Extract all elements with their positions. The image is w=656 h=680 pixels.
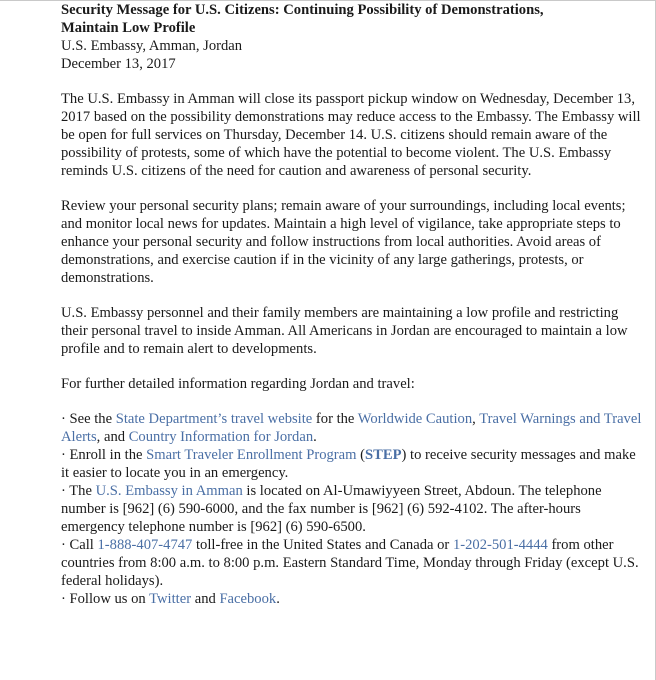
link-state-department-travel-website[interactable]: State Department’s travel website (115, 411, 313, 427)
link-worldwide-caution[interactable]: Worldwide Caution (357, 411, 473, 427)
bullet-text: . (276, 591, 280, 607)
bullet-step-enrollment (61, 446, 647, 482)
bullet-text: from other countries from 8:00 a.m. to 8:00 p.m. Eastern Standard Time, Monday through Friday (except U.S. federal holidays). (61, 537, 639, 589)
bullet-text: · The (61, 483, 96, 499)
bullet-text: · See the (61, 411, 116, 427)
link-travel-warnings-alerts[interactable]: Travel Warnings and Travel Alerts (61, 411, 642, 445)
bullet-travel-website (61, 410, 647, 446)
link-phone-international[interactable]: 1-202-501-4444 (452, 537, 548, 553)
paragraph-security-advice: Review your personal security plans; remain aware of your surroundings, including local events; and monitor local news for updates. Maintain a high level of vigilance, take appropriate steps to enhance your personal security and follow instructions from local authorities. Avoid areas of demonstrations, and exercise caution if in the vicinity of any large gatherings, protests, or demonstrations. (61, 198, 626, 286)
bullet-text: ( (356, 447, 366, 463)
paragraph-closure-notice: The U.S. Embassy in Amman will close its passport pickup window on Wednesday, December 13, 2017 based on the possibility demonstrations may reduce access to the Embassy. The Embassy will be open for full services on Thursday, December 14. U.S. citizens should remain aware of the possibility of protests, some of which have the potential to become violent. The U.S. Embassy reminds U.S. citizens of the need for caution and awareness of personal security. (61, 91, 641, 179)
bullet-text: · Enroll in the (61, 447, 147, 463)
title-line-2: Maintain Low Profile (61, 20, 196, 36)
link-step[interactable]: STEP (365, 447, 402, 463)
message-body (61, 1, 647, 608)
bullet-phone-numbers (61, 536, 647, 590)
title-line-1: Security Message for U.S. Citizens: Continuing Possibility of Demonstrations, (61, 2, 544, 18)
link-twitter[interactable]: Twitter (149, 591, 192, 607)
bullet-embassy-contact (61, 482, 647, 536)
link-us-embassy-amman[interactable]: U.S. Embassy in Amman (95, 483, 243, 499)
paragraph-further-info: For further detailed information regarding Jordan and travel: (61, 376, 415, 392)
link-phone-toll-free[interactable]: 1-888-407-4747 (97, 537, 193, 553)
bullet-text: is located on Al-Umawiyyeen Street, Abdoun. The telephone number is [962] (6) 590-6000, and the fax number is [962] (6) 592-4102. The after-hours emergency telephone number is [962] (6) 590-6500. (61, 483, 602, 535)
bullet-text: . (313, 429, 317, 445)
link-facebook[interactable]: Facebook (219, 591, 277, 607)
bullet-social-media (61, 590, 647, 608)
date-line: December 13, 2017 (61, 56, 176, 72)
bullet-text: toll-free in the United States and Canada or (192, 537, 453, 553)
bullet-text: · Call (61, 537, 98, 553)
message-title (61, 1, 647, 37)
bullet-text: for the (312, 411, 358, 427)
paragraph-low-profile: U.S. Embassy personnel and their family members are maintaining a low profile and restricting their personal travel to inside Amman. All Americans in Jordan are encouraged to maintain a low profile and to remain alert to developments. (61, 305, 628, 357)
bullet-text: , and (96, 429, 129, 445)
bullet-text: , (472, 411, 480, 427)
bullet-text: and (191, 591, 220, 607)
bullet-text: · Follow us on (61, 591, 150, 607)
bullet-text: ) to receive security messages and make it easier to locate you in an emergency. (61, 447, 636, 481)
link-country-information-jordan[interactable]: Country Information for Jordan (128, 429, 314, 445)
location-line: U.S. Embassy, Amman, Jordan (61, 38, 243, 54)
link-smart-traveler-program[interactable]: Smart Traveler Enrollment Program (146, 447, 357, 463)
